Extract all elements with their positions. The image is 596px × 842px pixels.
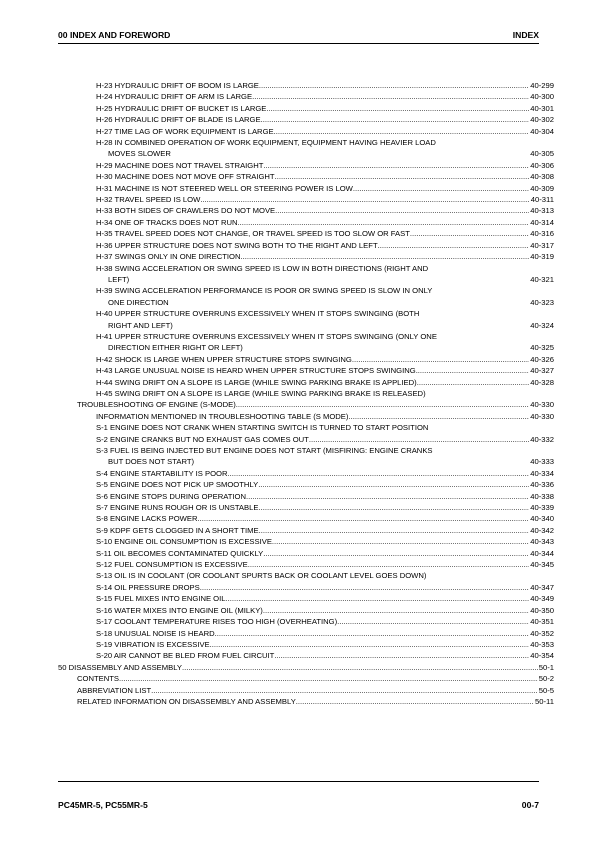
dot-leader bbox=[210, 639, 554, 650]
dot-leader bbox=[263, 160, 554, 171]
dot-leader bbox=[246, 491, 554, 502]
toc-entry-title: H-33 BOTH SIDES OF CRAWLERS DO NOT MOVE bbox=[96, 206, 276, 216]
toc-entry-title: S-1 ENGINE DOES NOT CRANK WHEN STARTING SWITCH IS TURNED TO START POSITION bbox=[96, 423, 429, 433]
toc-entry-continuation bbox=[58, 342, 554, 353]
toc-page-number: 40-349 bbox=[530, 594, 554, 604]
toc-entry-title: H-38 SWING ACCELERATION OR SWING SPEED IS LOW IN BOTH DIRECTIONS (RIGHT AND bbox=[96, 263, 429, 273]
dot-leader bbox=[226, 593, 555, 604]
dot-leader bbox=[258, 479, 554, 490]
toc-entry[interactable] bbox=[58, 205, 554, 216]
toc-page-number: 40-321 bbox=[530, 274, 554, 284]
dot-leader bbox=[274, 126, 554, 137]
toc-entry[interactable] bbox=[58, 194, 554, 205]
toc-entry-title-continued: BUT DOES NOT START) bbox=[108, 457, 195, 467]
toc-entry-continuation bbox=[58, 297, 554, 308]
toc-entry-title: S-16 WATER MIXES INTO ENGINE OIL (MILKY) bbox=[96, 605, 263, 615]
toc-page-number: 50-1 bbox=[538, 662, 554, 672]
dot-leader bbox=[275, 171, 554, 182]
toc-entry-title: H-40 UPPER STRUCTURE OVERRUNS EXCESSIVELY WHEN IT STOPS SWINGING (BOTH bbox=[96, 309, 420, 319]
toc-entry-continuation bbox=[58, 148, 554, 159]
toc-entry-title: S-4 ENGINE STARTABILITY IS POOR bbox=[96, 468, 228, 478]
dot-leader bbox=[275, 205, 554, 216]
toc-entry-title-continued: ONE DIRECTION bbox=[108, 297, 169, 307]
toc-entry[interactable] bbox=[58, 240, 554, 251]
toc-entry-title: H-35 TRAVEL SPEED DOES NOT CHANGE, OR TRAVEL SPEED IS TOO SLOW OR FAST bbox=[96, 229, 410, 239]
toc-entry-title: ABBREVIATION LIST bbox=[77, 685, 152, 695]
dot-leader bbox=[348, 411, 554, 422]
toc-page-number: 40-299 bbox=[530, 81, 554, 90]
toc-entry[interactable] bbox=[58, 411, 554, 422]
toc-entry-title: S-3 FUEL IS BEING INJECTED BUT ENGINE DOES NOT START (MISFIRING: ENGINE CRANKS bbox=[96, 446, 433, 455]
toc-page-number: 40-340 bbox=[530, 514, 554, 524]
toc-entry[interactable] bbox=[58, 696, 554, 707]
toc-entry-title: H-24 HYDRAULIC DRIFT OF ARM IS LARGE bbox=[96, 92, 253, 102]
section-title: 00 INDEX AND FOREWORD bbox=[58, 30, 171, 40]
toc-page-number: 40-316 bbox=[530, 229, 554, 239]
toc-entry-title: S-15 FUEL MIXES INTO ENGINE OIL bbox=[96, 594, 226, 604]
toc-page-number: 50-2 bbox=[538, 674, 554, 684]
toc-entry[interactable] bbox=[58, 468, 554, 479]
toc-page-number: 40-330 bbox=[530, 400, 554, 410]
toc-entry-title: S-20 AIR CANNOT BE BLED FROM FUEL CIRCUIT bbox=[96, 651, 275, 661]
toc-entry[interactable] bbox=[58, 171, 554, 182]
toc-page-number: 40-302 bbox=[530, 115, 554, 125]
toc-entry-title: H-27 TIME LAG OF WORK EQUIPMENT IS LARGE bbox=[96, 126, 274, 136]
toc-entry-title: S-8 ENGINE LACKS POWER bbox=[96, 514, 198, 524]
dot-leader bbox=[258, 502, 554, 513]
toc-entry[interactable] bbox=[58, 251, 554, 262]
toc-entry-title: H-31 MACHINE IS NOT STEERED WELL OR STEERING POWER IS LOW bbox=[96, 183, 353, 193]
toc-entry[interactable] bbox=[58, 263, 554, 286]
toc-entry[interactable] bbox=[58, 513, 554, 524]
dot-leader bbox=[259, 525, 554, 536]
dot-leader bbox=[252, 91, 554, 102]
dot-leader bbox=[197, 513, 554, 524]
toc-entry-title: H-37 SWINGS ONLY IN ONE DIRECTION bbox=[96, 252, 241, 262]
dot-leader bbox=[182, 662, 554, 673]
dot-leader bbox=[296, 696, 554, 707]
toc-entry-title: S-7 ENGINE RUNS ROUGH OR IS UNSTABLE bbox=[96, 503, 259, 513]
toc-entry[interactable] bbox=[58, 285, 554, 308]
toc-page-number: 40-317 bbox=[530, 240, 554, 250]
toc-page-number: 40-345 bbox=[530, 560, 554, 570]
dot-leader bbox=[263, 605, 554, 616]
toc-entry[interactable] bbox=[58, 228, 554, 239]
dot-leader bbox=[378, 240, 554, 251]
model-name: PC45MR-5, PC55MR-5 bbox=[58, 800, 148, 810]
toc-entry[interactable] bbox=[58, 308, 554, 331]
toc-entry[interactable] bbox=[58, 91, 554, 102]
toc-page-number: 40-352 bbox=[530, 628, 554, 638]
toc-entry[interactable] bbox=[58, 331, 554, 354]
toc-entry-title: S-19 VIBRATION IS EXCESSIVE bbox=[96, 639, 210, 649]
toc-entry-title: H-39 SWING ACCELERATION PERFORMANCE IS POOR OR SWING SPEED IS SLOW IN ONLY bbox=[96, 286, 433, 296]
toc-entry-title: H-42 SHOCK IS LARGE WHEN UPPER STRUCTURE STOPS SWINGING bbox=[96, 354, 352, 364]
toc-entry[interactable] bbox=[58, 525, 554, 536]
toc-entry[interactable] bbox=[58, 559, 554, 570]
toc-entry-title: H-32 TRAVEL SPEED IS LOW bbox=[96, 195, 201, 205]
toc-entry-title: S-18 UNUSUAL NOISE IS HEARD bbox=[96, 628, 215, 638]
dot-leader bbox=[248, 559, 554, 570]
toc-entry-continuation bbox=[58, 456, 554, 467]
toc-page-number: 40-301 bbox=[530, 103, 554, 113]
toc-entry[interactable] bbox=[58, 673, 554, 684]
toc-entry-title: S-12 FUEL CONSUMPTION IS EXCESSIVE bbox=[96, 560, 248, 570]
toc-page-number: 40-314 bbox=[530, 217, 554, 227]
toc-entry[interactable] bbox=[58, 593, 554, 604]
toc-entry-title: S-9 KDPF GETS CLOGGED IN A SHORT TIME bbox=[96, 525, 259, 535]
toc-entry-title-continued: RIGHT AND LEFT) bbox=[108, 320, 173, 330]
toc-page-number: 40-326 bbox=[530, 354, 554, 364]
toc-page-number: 40-350 bbox=[530, 605, 554, 615]
toc-page-number: 40-354 bbox=[530, 651, 554, 661]
toc-page-number: 40-313 bbox=[530, 206, 554, 216]
toc-entry-title-continued: MOVES SLOWER bbox=[108, 149, 171, 159]
toc-entry[interactable] bbox=[58, 399, 554, 410]
toc-page-number: 40-306 bbox=[530, 160, 554, 170]
toc-page-number: 40-311 bbox=[530, 195, 554, 205]
dot-leader bbox=[236, 399, 554, 410]
toc-page-number: 40-305 bbox=[530, 149, 554, 159]
toc-entry-title: S-2 ENGINE CRANKS BUT NO EXHAUST GAS COMES OUT bbox=[96, 434, 309, 444]
toc-entry-title: H-25 HYDRAULIC DRIFT OF BUCKET IS LARGE bbox=[96, 103, 267, 113]
toc-entry-title: H-44 SWING DRIFT ON A SLOPE IS LARGE (WHILE SWING PARKING BRAKE IS APPLIED) bbox=[96, 377, 417, 387]
toc-entry-title: H-26 HYDRAULIC DRIFT OF BLADE IS LARGE bbox=[96, 115, 261, 125]
toc-entry-title: H-43 LARGE UNUSUAL NOISE IS HEARD WHEN UPPER STRUCTURE STOPS SWINGING bbox=[96, 366, 416, 376]
dot-leader bbox=[215, 628, 554, 639]
toc-entry-title: H-41 UPPER STRUCTURE OVERRUNS EXCESSIVELY WHEN IT STOPS SWINGING (ONLY ONE bbox=[96, 331, 437, 341]
toc-entry[interactable] bbox=[58, 377, 554, 388]
toc-page-number: 50-11 bbox=[535, 696, 554, 706]
toc-page-number: 40-323 bbox=[530, 297, 554, 307]
toc-entry[interactable] bbox=[58, 650, 554, 661]
dot-leader bbox=[151, 685, 554, 696]
toc-entry-title: H-30 MACHINE DOES NOT MOVE OFF STRAIGHT bbox=[96, 172, 275, 182]
dot-leader bbox=[227, 468, 554, 479]
toc-entry-title: TROUBLESHOOTING OF ENGINE (S-MODE) bbox=[77, 400, 236, 410]
toc-entry[interactable] bbox=[58, 388, 554, 399]
toc-entry[interactable] bbox=[58, 616, 554, 627]
toc-page-number: 40-304 bbox=[530, 126, 554, 136]
toc-entry-title: CONTENTS bbox=[77, 674, 120, 684]
dot-leader bbox=[200, 194, 554, 205]
toc-page-number: 40-319 bbox=[530, 252, 554, 262]
toc-entry[interactable] bbox=[58, 685, 554, 696]
dot-leader bbox=[353, 183, 554, 194]
toc-entry[interactable] bbox=[58, 445, 554, 468]
dot-leader bbox=[200, 582, 554, 593]
toc-page-number: 40-334 bbox=[530, 468, 554, 478]
dot-leader bbox=[259, 80, 554, 91]
dot-leader bbox=[274, 650, 554, 661]
toc-entry[interactable] bbox=[58, 570, 554, 581]
toc-entry-title: H-45 SWING DRIFT ON A SLOPE IS LARGE (WHILE SWING PARKING BRAKE IS RELEASED) bbox=[96, 388, 426, 398]
toc-entry-title: H-36 UPPER STRUCTURE DOES NOT SWING BOTH TO THE RIGHT AND LEFT bbox=[96, 240, 378, 250]
toc-entry[interactable] bbox=[58, 502, 554, 513]
dot-leader bbox=[337, 616, 554, 627]
dot-leader bbox=[309, 434, 554, 445]
toc-entry[interactable] bbox=[58, 183, 554, 194]
toc-entry-title: S-10 ENGINE OIL CONSUMPTION IS EXCESSIVE bbox=[96, 537, 272, 547]
toc-page-number: 40-344 bbox=[530, 548, 554, 558]
toc-page-number: 40-336 bbox=[530, 480, 554, 490]
header-rule bbox=[58, 43, 539, 44]
page-footer bbox=[58, 799, 539, 813]
dot-leader bbox=[119, 673, 554, 684]
toc-entry[interactable] bbox=[58, 479, 554, 490]
toc-page-number: 50-5 bbox=[538, 685, 554, 695]
toc-entry[interactable] bbox=[58, 80, 554, 91]
toc-entry-title: S-11 OIL BECOMES CONTAMINATED QUICKLY bbox=[96, 548, 264, 558]
toc-entry-continuation bbox=[58, 320, 554, 331]
toc-page-number: 40-324 bbox=[530, 320, 554, 330]
toc-page-number: 40-308 bbox=[530, 172, 554, 182]
page-header bbox=[58, 29, 539, 43]
toc-page-number: 40-325 bbox=[530, 343, 554, 353]
toc-page-number: 40-327 bbox=[530, 366, 554, 376]
toc-entry[interactable] bbox=[58, 605, 554, 616]
toc-entry[interactable] bbox=[58, 365, 554, 376]
toc-entry-title: S-17 COOLANT TEMPERATURE RISES TOO HIGH (OVERHEATING) bbox=[96, 617, 338, 627]
toc-entry-title: RELATED INFORMATION ON DISASSEMBLY AND ASSEMBLY bbox=[77, 696, 296, 706]
toc-entry[interactable] bbox=[58, 491, 554, 502]
toc-page-number: 40-339 bbox=[530, 503, 554, 513]
dot-leader bbox=[263, 548, 554, 559]
toc-entry[interactable] bbox=[58, 434, 554, 445]
footer-rule bbox=[58, 781, 539, 782]
toc-entry-title: 50 DISASSEMBLY AND ASSEMBLY bbox=[58, 662, 183, 672]
toc-page-number: 40-332 bbox=[530, 434, 554, 444]
dot-leader bbox=[238, 217, 554, 228]
toc-entry-title-continued: DIRECTION EITHER RIGHT OR LEFT) bbox=[108, 343, 243, 353]
toc-entry[interactable] bbox=[58, 422, 554, 433]
toc-entry[interactable] bbox=[58, 582, 554, 593]
toc-entry[interactable] bbox=[58, 160, 554, 171]
toc-page-number: 40-328 bbox=[530, 377, 554, 387]
toc-page-number: 40-351 bbox=[530, 617, 554, 627]
toc-entry[interactable] bbox=[58, 662, 554, 673]
toc-entry[interactable] bbox=[58, 548, 554, 559]
toc-entry[interactable] bbox=[58, 354, 554, 365]
toc-entry-title: S-13 OIL IS IN COOLANT (OR COOLANT SPURTS BACK OR COOLANT LEVEL GOES DOWN) bbox=[96, 571, 427, 581]
toc-entry-title: S-14 OIL PRESSURE DROPS bbox=[96, 582, 200, 592]
toc-entry[interactable] bbox=[58, 639, 554, 650]
dot-leader bbox=[266, 103, 554, 114]
toc-page-number: 40-330 bbox=[530, 411, 554, 421]
dot-leader bbox=[272, 536, 554, 547]
toc-entry[interactable] bbox=[58, 126, 554, 137]
dot-leader bbox=[261, 114, 554, 125]
toc-page-number: 40-353 bbox=[530, 639, 554, 649]
toc-entry[interactable] bbox=[58, 536, 554, 547]
toc-entry[interactable] bbox=[58, 628, 554, 639]
toc-page-number: 40-300 bbox=[530, 92, 554, 102]
toc-page-number: 40-343 bbox=[530, 537, 554, 547]
header-index-label: INDEX bbox=[512, 30, 539, 40]
toc-page-number: 40-309 bbox=[530, 183, 554, 193]
toc-entry-title: S-6 ENGINE STOPS DURING OPERATION bbox=[96, 491, 247, 501]
toc-entry-title: H-28 IN COMBINED OPERATION OF WORK EQUIPMENT, EQUIPMENT HAVING HEAVIER LOAD bbox=[96, 138, 436, 148]
toc-page-number: 40-342 bbox=[530, 525, 554, 535]
toc-entry-title: S-5 ENGINE DOES NOT PICK UP SMOOTHLY bbox=[96, 480, 259, 490]
toc-entry-title: INFORMATION MENTIONED IN TROUBLESHOOTING TABLE (S MODE) bbox=[96, 411, 349, 421]
toc-page-number: 40-338 bbox=[530, 491, 554, 501]
toc-entry[interactable] bbox=[58, 137, 554, 160]
toc-entry[interactable] bbox=[58, 114, 554, 125]
toc-entry-title: H-23 HYDRAULIC DRIFT OF BOOM IS LARGE bbox=[96, 81, 259, 90]
toc-entry-continuation bbox=[58, 274, 554, 285]
toc-entry-title-continued: LEFT) bbox=[108, 274, 130, 284]
dot-leader bbox=[352, 354, 554, 365]
page-number: 00-7 bbox=[521, 800, 539, 810]
toc-entry-title: H-29 MACHINE DOES NOT TRAVEL STRAIGHT bbox=[96, 160, 264, 170]
table-of-contents bbox=[58, 80, 554, 707]
dot-leader bbox=[241, 251, 555, 262]
toc-entry[interactable] bbox=[58, 103, 554, 114]
toc-page-number: 40-333 bbox=[530, 457, 554, 467]
toc-entry[interactable] bbox=[58, 217, 554, 228]
toc-entry-title: H-34 ONE OF TRACKS DOES NOT RUN bbox=[96, 217, 238, 227]
toc-page-number: 40-347 bbox=[530, 582, 554, 592]
